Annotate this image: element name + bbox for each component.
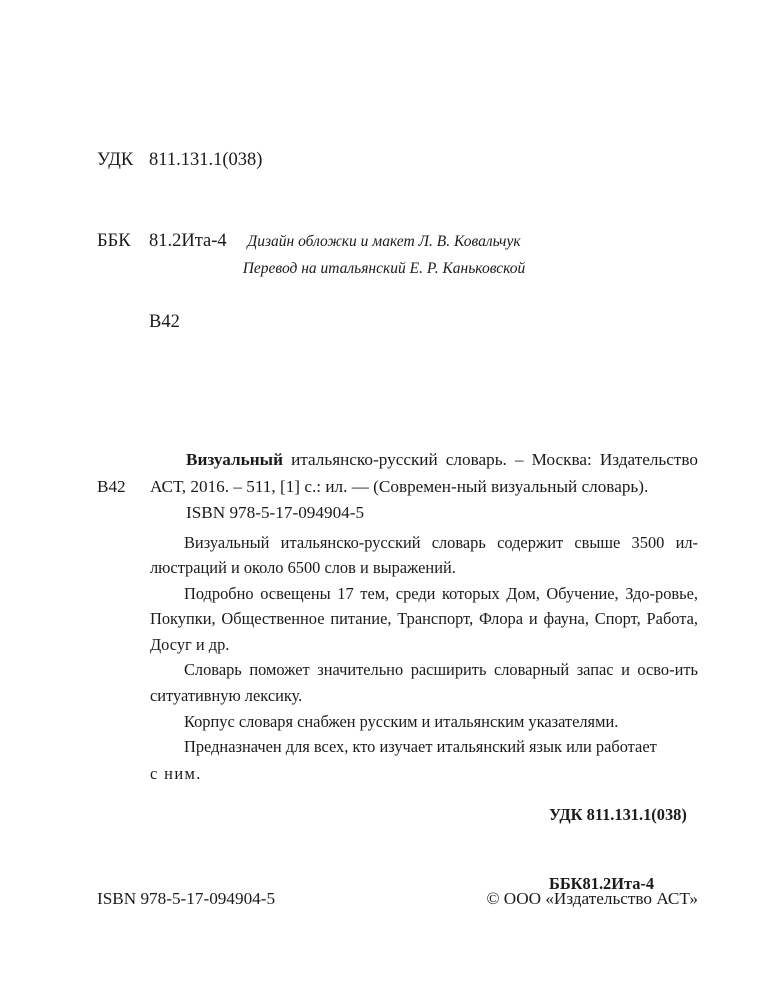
- udk-value: 811.131.1(038): [149, 150, 263, 170]
- annotation-paragraph: Предназначен для всех, кто изучает итальянский язык или работает: [184, 737, 657, 757]
- bbk-label: ББК: [97, 231, 131, 251]
- annotation-tail: с ним.: [150, 763, 202, 783]
- record-title-statement: [150, 447, 698, 500]
- credit-cover-design: Дизайн обложки и макет Л. В. Ковальчук: [247, 233, 521, 250]
- record-author-mark: В42: [97, 476, 126, 496]
- bbk-bold: ББК81.2Ита-4: [549, 874, 655, 893]
- annotation-paragraph: Словарь поможет значительно расширить словарный запас и осво-ить ситуативную лексику.: [150, 660, 698, 706]
- annotation-paragraph: Подробно освещены 17 тем, среди которых Дом, Обучение, Здо-ровье, Покупки, Общественное питание, Транспорт, Флора и фауна, Спорт, Работа, Досуг и др.: [150, 583, 698, 654]
- cataloguing-record: [97, 447, 698, 786]
- credit-translation: Перевод на итальянский Е. Р. Каньковской: [242, 260, 526, 277]
- record-isbn: ISBN 978-5-17-094904-5: [186, 503, 365, 522]
- annotation-paragraph: Визуальный итальянско-русский словарь содержит свыше 3500 ил-люстраций и около 6500 слов и выражений.: [150, 532, 698, 578]
- bbk-value: 81.2Ита-4: [149, 231, 227, 251]
- udk-line: [97, 147, 262, 174]
- author-mark: В42: [149, 312, 180, 332]
- classification-bold-block: [549, 757, 687, 941]
- annotation-paragraph: Корпус словаря снабжен русским и итальянским указателями.: [184, 711, 619, 731]
- record-title-rest: итальянско-русский словарь. – Москва: Издательство АСТ, 2016. – 511, [1] с.: ил. — (Современ-ный визуальный словарь).: [150, 450, 698, 496]
- footer-copyright: © ООО «Издательство АСТ»: [486, 889, 698, 908]
- udk-label: УДК: [97, 150, 134, 170]
- record-title-bold: Визуальный: [186, 450, 283, 469]
- footer-isbn: ISBN 978-5-17-094904-5: [97, 889, 276, 908]
- credits-block: [0, 228, 768, 282]
- annotation-block: [150, 530, 698, 760]
- page-footer: [97, 887, 698, 911]
- udk-bold: УДК 811.131.1(038): [549, 805, 687, 824]
